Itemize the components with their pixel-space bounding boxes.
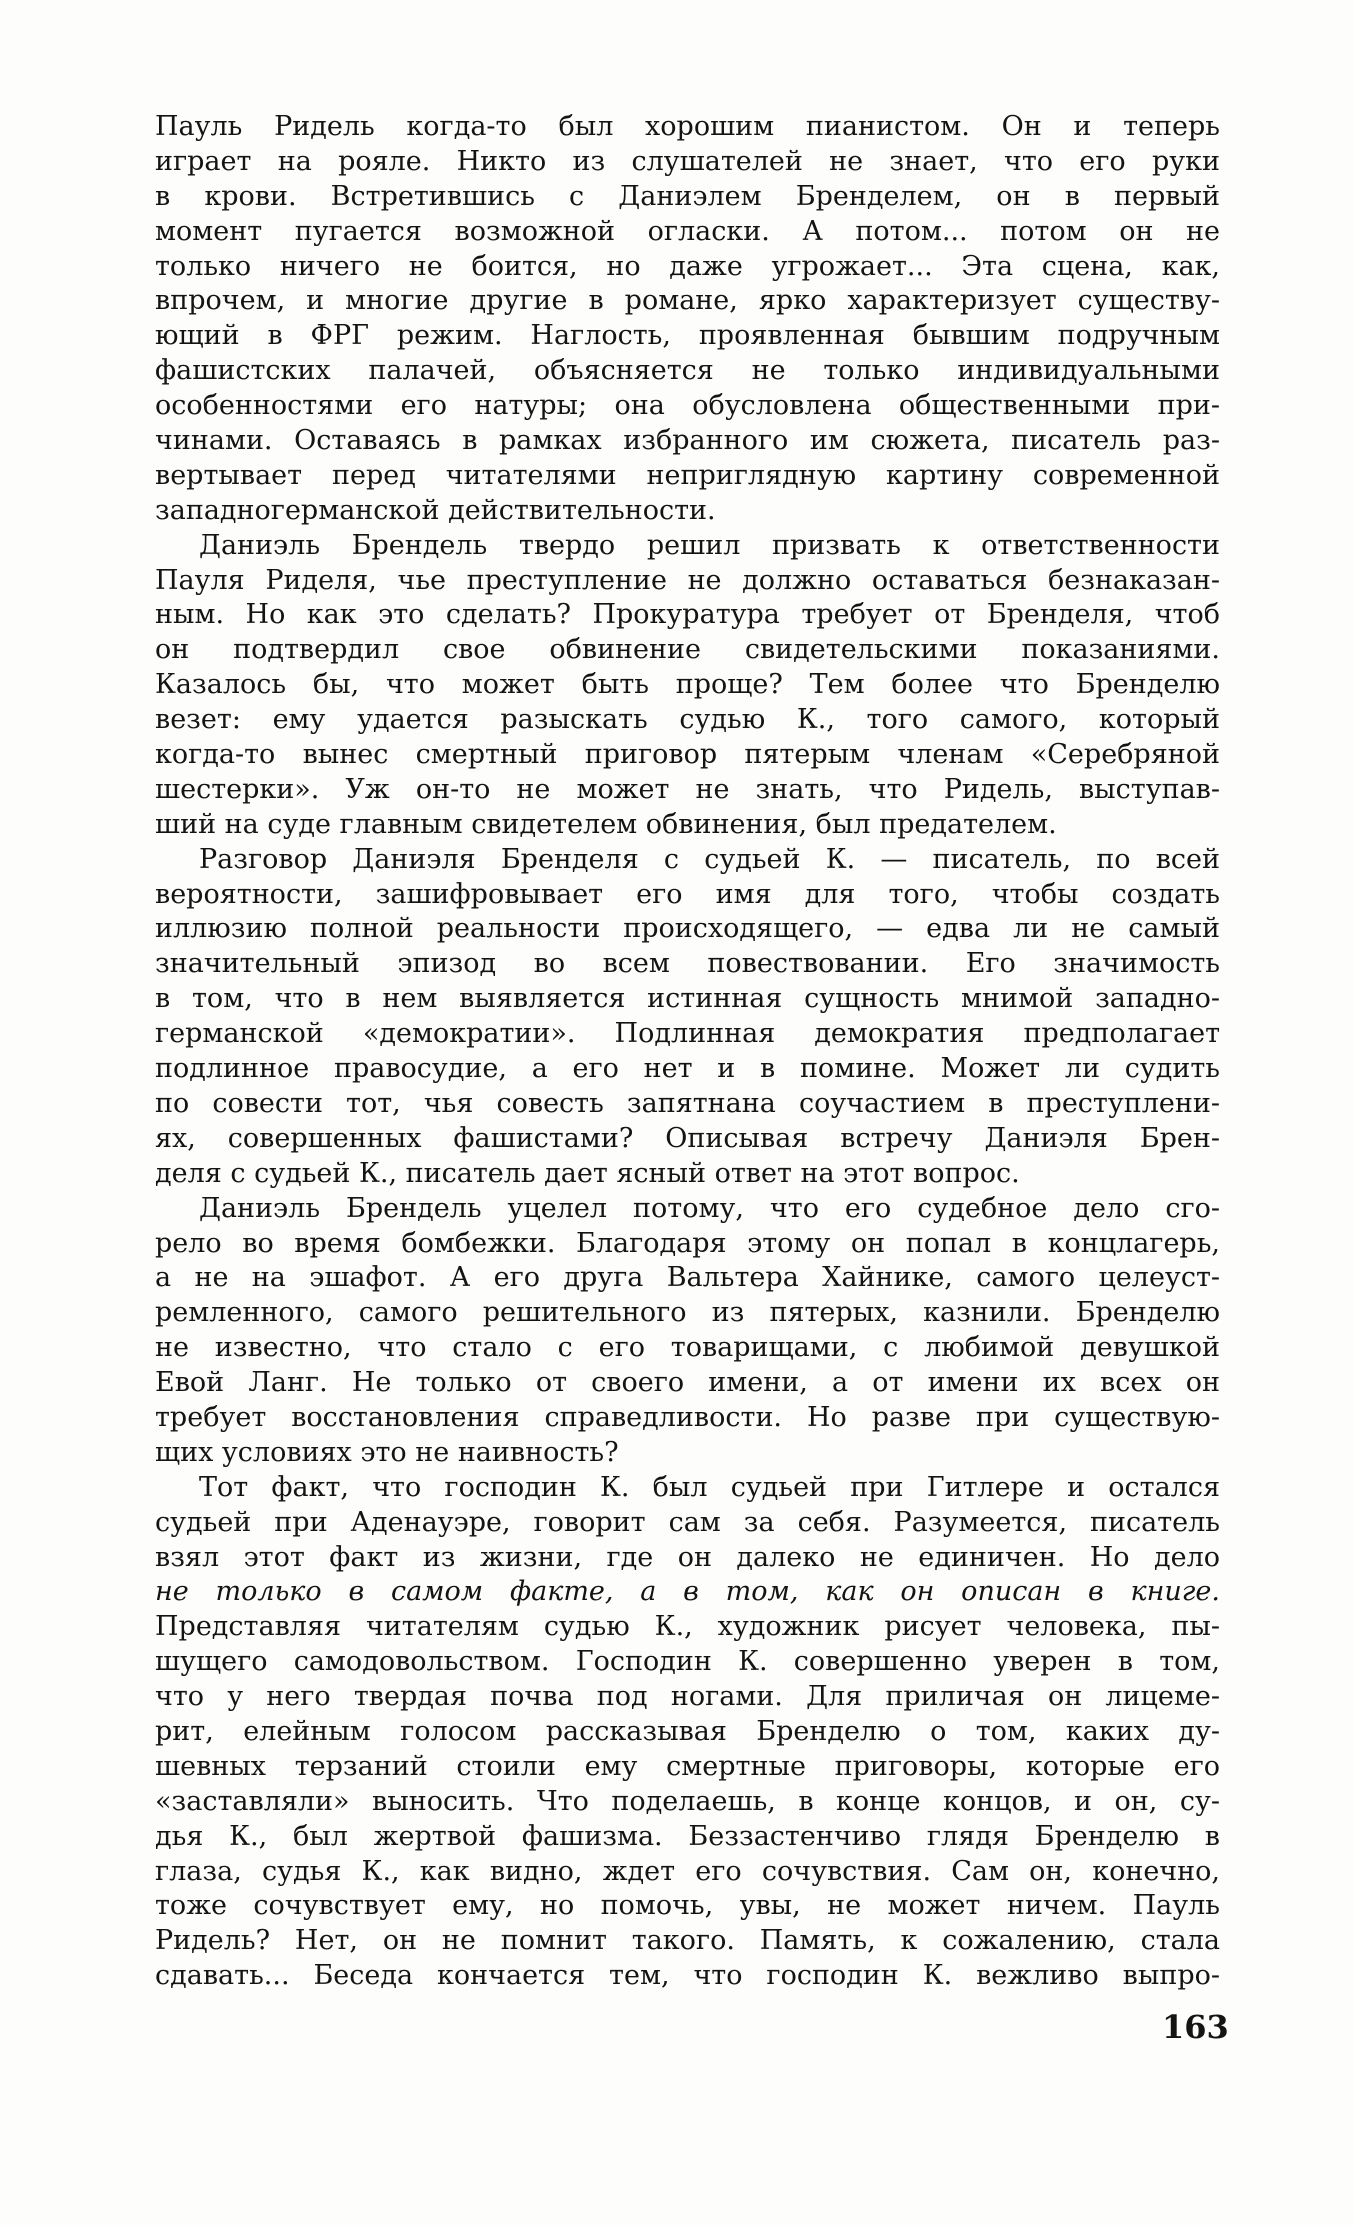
text-line: Казалось бы, что может быть проще? Тем более что Бренделю [155, 669, 1220, 701]
text-line: когда-то вынес смертный приговор пятерым членам «Серебряной [155, 739, 1220, 771]
text-line: глаза, судья К., как видно, ждет его сочувствия. Сам он, конечно, [155, 1855, 1220, 1887]
text-line: рит, елейным голосом рассказывая Бренделю о том, каких ду- [155, 1715, 1220, 1747]
text-line: деля с судьей К., писатель дает ясный ответ на этот вопрос. [155, 1157, 1020, 1189]
text-line: особенностями его натуры; она обусловлена общественными при- [155, 390, 1220, 422]
text-line: щих условиях это не наивность? [155, 1436, 619, 1468]
text-line: фашистских палачей, объясняется не только индивидуальными [155, 355, 1220, 387]
text-line: ший на суде главным свидетелем обвинения, был предателем. [155, 808, 1057, 840]
text-line: шущего самодовольством. Господин К. совершенно уверен в том, [155, 1646, 1220, 1678]
text-line: а не на эшафот. А его друга Вальтера Хайнике, самого целеуст- [155, 1262, 1220, 1294]
text-line: взял этот факт из жизни, где он далеко не единичен. Но дело [155, 1541, 1220, 1573]
body-text [155, 110, 1220, 1994]
text-line: впрочем, и многие другие в романе, ярко характеризует существу- [155, 285, 1220, 317]
text-line: Даниэль Брендель уцелел потому, что его судебное дело сго- [199, 1192, 1220, 1224]
text-line: Ридель? Нет, он не помнит такого. Память, к сожалению, стала [155, 1925, 1220, 1957]
text-line: только ничего не боится, но даже угрожает... Эта сцена, как, [155, 250, 1220, 282]
text-line: ющий в ФРГ режим. Наглость, проявленная бывшим подручным [155, 320, 1220, 352]
text-line: ях, совершенных фашистами? Описывая встречу Даниэля Брен- [155, 1122, 1220, 1154]
page-number: 163 [1162, 2008, 1229, 2046]
text-line: шевных терзаний стоили ему смертные приговоры, которые его [155, 1750, 1220, 1782]
text-line: ным. Но как это сделать? Прокуратура требует от Бренделя, чтоб [155, 599, 1220, 631]
text-line: дья К., был жертвой фашизма. Беззастенчиво глядя Бренделю в [155, 1820, 1220, 1852]
text-line: Тот факт, что господин К. был судьей при Гитлере и остался [199, 1471, 1220, 1503]
text-line: ремленного, самого решительного из пятерых, казнили. Бренделю [155, 1297, 1220, 1329]
text-line: Пауль Ридель когда-то был хорошим пианистом. Он и теперь [155, 111, 1220, 142]
text-line: в том, что в нем выявляется истинная сущность мнимой западно- [155, 983, 1220, 1015]
text-line: Представляя читателям судью К., художник рисует человека, пы- [155, 1611, 1220, 1643]
text-line: Евой Ланг. Не только от своего имени, а от имени их всех он [155, 1367, 1220, 1399]
text-line: не только в самом факте, а в том, как он описан в книге. [155, 1576, 1220, 1608]
text-line: Разговор Даниэля Бренделя с судьей К. — писатель, по всей [199, 843, 1220, 875]
text-line: вертывает перед читателями неприглядную картину современной [155, 459, 1220, 491]
text-line: не известно, что стало с его товарищами, с любимой девушкой [155, 1332, 1220, 1364]
text-line: что у него твердая почва под ногами. Для приличая он лицеме- [155, 1681, 1220, 1713]
text-line: в крови. Встретившись с Даниэлем Бренделем, он в первый [155, 180, 1220, 212]
text-line: он подтвердил свое обвинение свидетельскими показаниями. [155, 634, 1220, 666]
text-line: вероятности, зашифровывает его имя для того, чтобы создать [155, 878, 1220, 910]
text-line: момент пугается возможной огласки. А потом... потом он не [155, 215, 1220, 247]
text-line: по совести тот, чья совесть запятнана соучастием в преступлени- [155, 1087, 1220, 1119]
text-line: иллюзию полной реальности происходящего, — едва ли не самый [155, 913, 1220, 945]
text-line: судьей при Аденауэре, говорит сам за себя. Разумеется, писатель [155, 1506, 1220, 1538]
text-line: везет: ему удается разыскать судью К., того самого, который [155, 704, 1220, 736]
text-line: Пауля Риделя, чье преступление не должно оставаться безнаказан- [155, 564, 1220, 596]
text-line: требует восстановления справедливости. Но разве при существую- [155, 1401, 1220, 1433]
text-line: сдавать... Беседа кончается тем, что господин К. вежливо выпро- [155, 1960, 1220, 1992]
text-line: значительный эпизод во всем повествовании. Его значимость [155, 948, 1220, 980]
text-line: германской «демократии». Подлинная демократия предполагает [155, 1018, 1220, 1050]
text-line: рело во время бомбежки. Благодаря этому он попал в концлагерь, [155, 1227, 1220, 1259]
text-line: тоже сочувствует ему, но помочь, увы, не может ничем. Пауль [155, 1890, 1220, 1922]
text-line: подлинное правосудие, а его нет и в помине. Может ли судить [155, 1053, 1220, 1085]
text-line: чинами. Оставаясь в рамках избранного им сюжета, писатель раз- [155, 425, 1220, 457]
text-line: шестерки». Уж он-то не может не знать, что Ридель, выступав- [155, 773, 1220, 805]
text-line: Даниэль Брендель твердо решил призвать к ответственности [199, 529, 1220, 561]
text-line: западногерманской действительности. [155, 494, 716, 526]
text-line: «заставляли» выносить. Что поделаешь, в конце концов, и он, су- [155, 1785, 1220, 1817]
text-line: играет на рояле. Никто из слушателей не знает, что его руки [155, 145, 1220, 177]
